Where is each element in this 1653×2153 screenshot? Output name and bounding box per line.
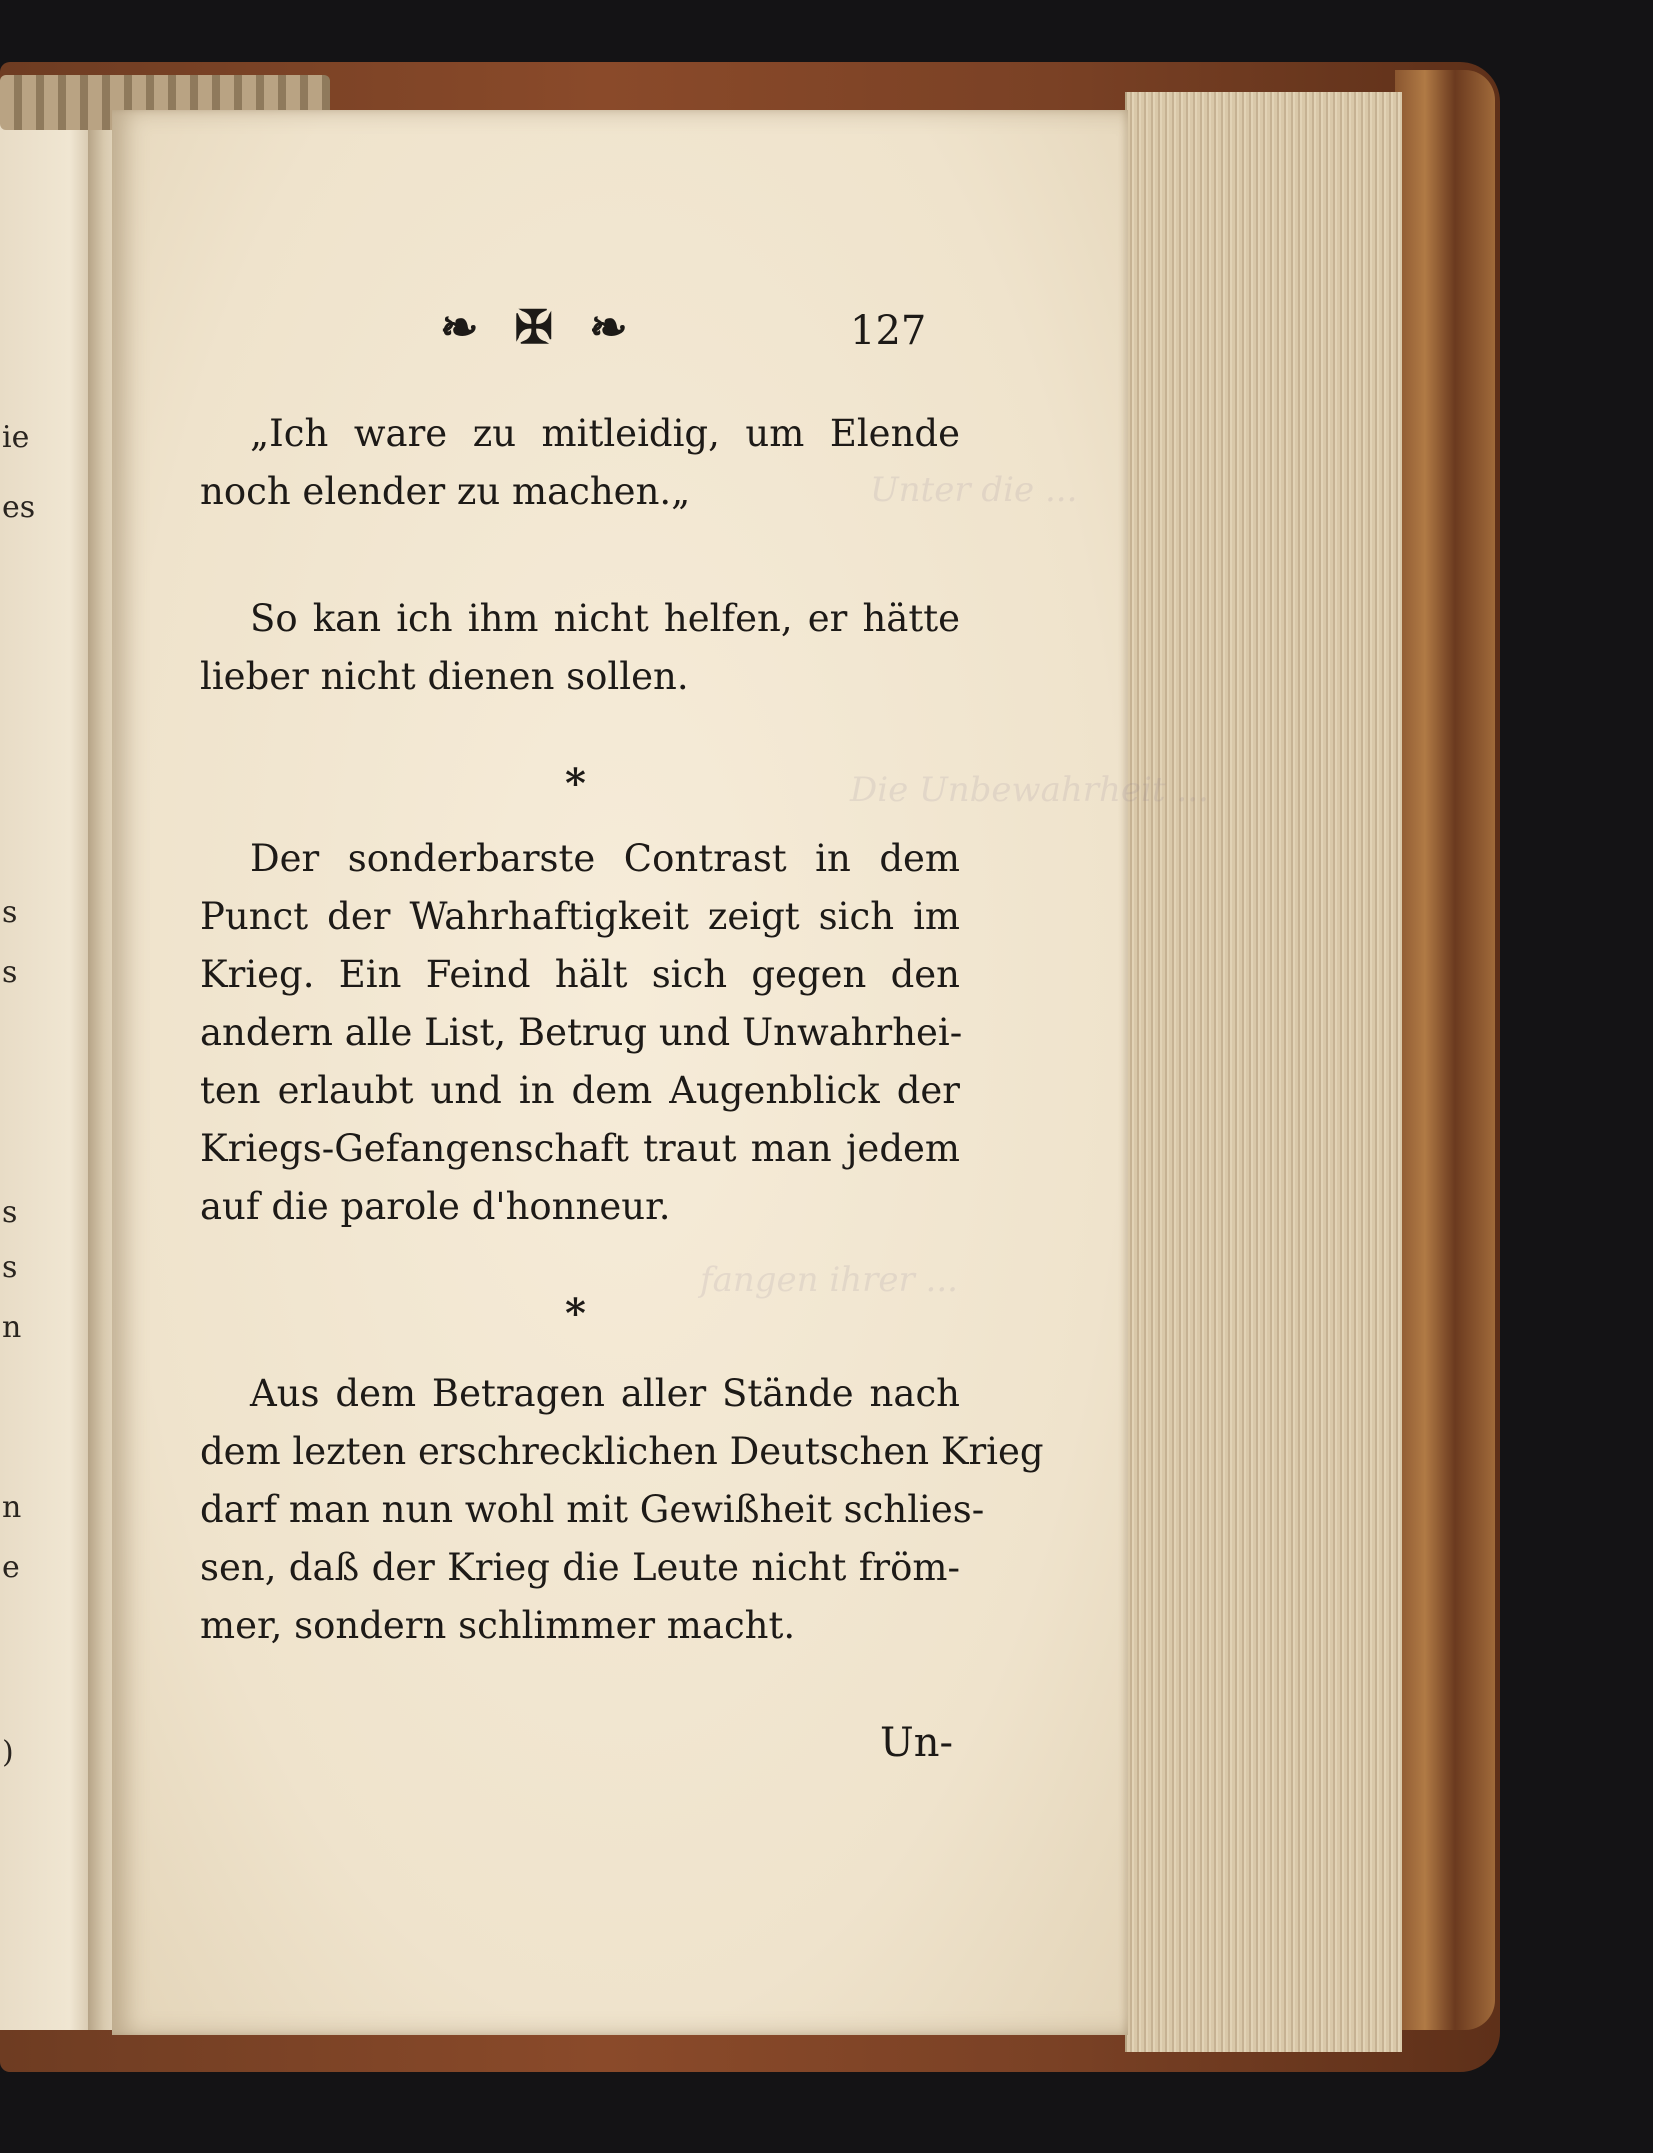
text-line: Punct der Wahrhaftigkeit zeigt sich im — [200, 895, 960, 938]
text-line: Aus dem Betragen aller Stände nach — [250, 1372, 960, 1415]
text-line: auf die parole d'honneur. — [200, 1185, 671, 1228]
paragraph-2-cont — [200, 648, 960, 706]
show-through: Unter die ... — [870, 470, 1078, 510]
paragraph-3-cont — [200, 888, 963, 1236]
text-line: dem lezten erschrecklichen Deutschen Krieg — [200, 1430, 1044, 1473]
paragraph-1-cont — [200, 463, 960, 521]
left-page-fragments — [0, 0, 36, 2153]
cover-spine-edge — [1395, 70, 1495, 2030]
paragraph-1 — [250, 405, 960, 463]
fragment: es — [2, 490, 36, 525]
fragment: n — [2, 1310, 22, 1345]
fragment: s — [2, 1250, 18, 1285]
head-ornament: ❧ ✠ ❧ — [440, 300, 638, 354]
section-separator: * — [565, 760, 586, 807]
text-line: „Ich ware zu mitleidig, um Elende — [250, 412, 960, 455]
running-head — [440, 300, 960, 360]
text-line: Kriegs-Gefangenschaft traut man jedem — [200, 1127, 960, 1170]
catchword: Un- — [880, 1720, 953, 1766]
fragment: s — [2, 955, 18, 990]
text-line: mer, sondern schlimmer macht. — [200, 1604, 796, 1647]
page-edges — [1125, 92, 1402, 2052]
text-line: sen, daß der Krieg die Leute nicht fröm- — [200, 1546, 960, 1589]
paragraph-4 — [250, 1365, 960, 1423]
fragment: ) — [2, 1735, 14, 1770]
fragment: s — [2, 895, 18, 930]
page-number: 127 — [850, 308, 927, 354]
paragraph-3 — [250, 830, 960, 888]
text-line: noch elender zu machen.„ — [200, 470, 691, 513]
text-line: Der sonderbarste Contrast in dem — [250, 837, 960, 880]
paragraph-4-cont — [200, 1423, 1044, 1655]
fragment: n — [2, 1490, 22, 1525]
text-line: lieber nicht dienen sollen. — [200, 655, 689, 698]
show-through: fangen ihrer ... — [700, 1260, 958, 1300]
fragment: ie — [2, 420, 30, 455]
show-through: Die Unbewahrheit ... — [850, 770, 1209, 810]
fragment: s — [2, 1195, 18, 1230]
text-line: So kan ich ihm nicht helfen, er hätte — [250, 597, 960, 640]
text-line: Krieg. Ein Feind hält sich gegen den — [200, 953, 960, 996]
text-line: andern alle List, Betrug und Unwahrhei- — [200, 1011, 963, 1054]
text-line: ten erlaubt und in dem Augenblick der — [200, 1069, 960, 1112]
section-separator: * — [565, 1290, 586, 1337]
paragraph-2 — [250, 590, 960, 648]
text-line: darf man nun wohl mit Gewißheit schlies- — [200, 1488, 985, 1531]
fragment: e — [2, 1550, 20, 1585]
